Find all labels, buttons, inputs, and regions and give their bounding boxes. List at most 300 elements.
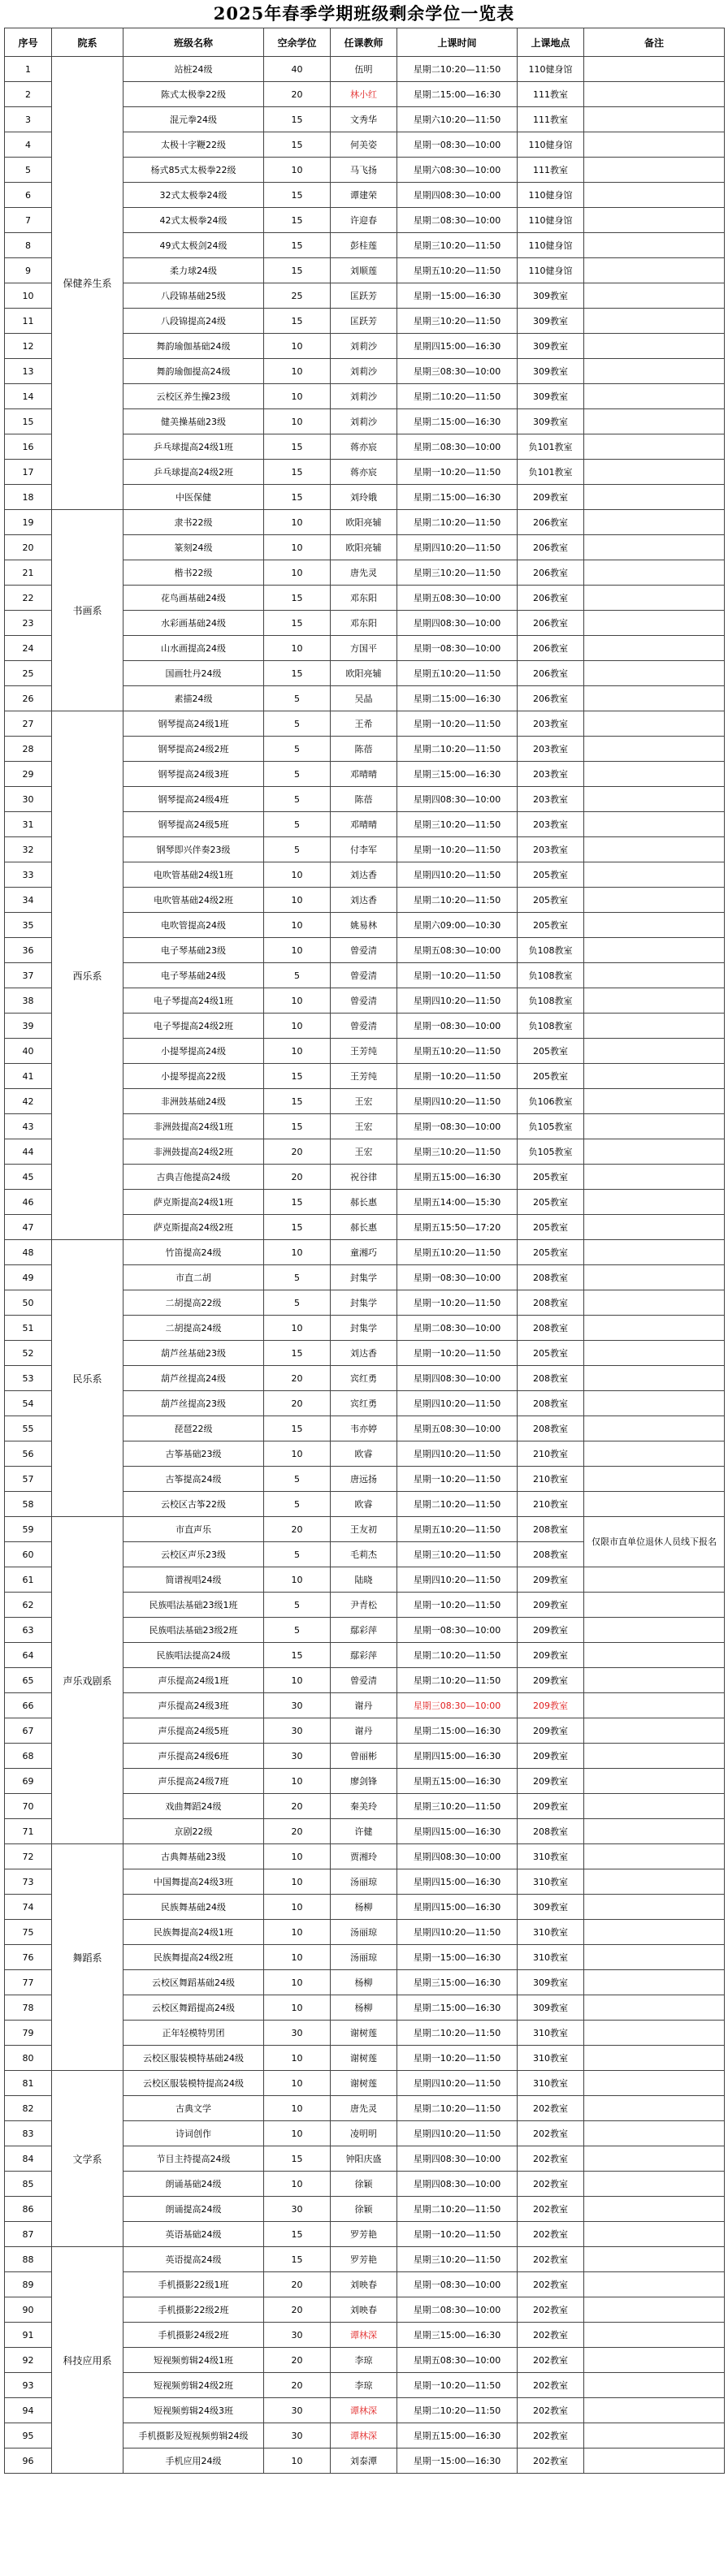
row-number: 80 [5,2046,52,2071]
note-cell [584,2071,725,2096]
note-cell [584,611,725,636]
department-cell: 声乐戏剧系 [52,1517,124,1844]
header-time: 上课时间 [397,28,518,57]
class-time: 星期五08:30—10:00 [397,1416,518,1441]
teacher: 彭桂莲 [331,233,397,258]
class-time: 星期一10:20—11:50 [397,1064,518,1089]
class-time: 星期一08:30—10:00 [397,636,518,661]
class-location: 203教室 [518,837,584,862]
class-name: 京剧22级 [124,1819,264,1844]
note-cell [584,1341,725,1366]
note-cell [584,2348,725,2373]
note-cell [584,57,725,82]
teacher: 刘莉沙 [331,334,397,359]
note-cell [584,913,725,938]
class-name: 混元拳24级 [124,107,264,132]
teacher: 邓晴晴 [331,762,397,787]
teacher: 欧阳亮辅 [331,535,397,560]
class-location: 202教室 [518,2197,584,2222]
class-location: 202教室 [518,2297,584,2323]
vacant-seats: 5 [264,1542,331,1567]
vacant-seats: 20 [264,2373,331,2398]
note-cell [584,560,725,586]
note-cell [584,434,725,460]
class-name: 萨克斯提高24级1班 [124,1190,264,1215]
class-name: 声乐提高24级3班 [124,1693,264,1718]
vacant-seats: 10 [264,2096,331,2121]
teacher: 谢树莲 [331,2071,397,2096]
class-time: 星期四08:30—10:00 [397,787,518,812]
class-time: 星期四15:00—16:30 [397,1869,518,1895]
class-location: 202教室 [518,2222,584,2247]
teacher: 邓东阳 [331,611,397,636]
class-location: 205教室 [518,1215,584,1240]
class-name: 短视频剪辑24级1班 [124,2348,264,2373]
row-number: 46 [5,1190,52,1215]
class-name: 杨式85式太极拳22级 [124,158,264,183]
row-number: 52 [5,1341,52,1366]
table-row [5,1240,725,1265]
vacant-seats: 10 [264,1014,331,1039]
class-location: 206教室 [518,510,584,535]
vacant-seats: 15 [264,611,331,636]
class-location: 310教室 [518,2021,584,2046]
row-number: 39 [5,1014,52,1039]
teacher: 汤丽琼 [331,1945,397,1970]
row-number: 95 [5,2423,52,2448]
class-time: 星期二10:20—11:50 [397,737,518,762]
teacher: 谭建荣 [331,183,397,208]
class-location: 负101教室 [518,434,584,460]
vacant-seats: 20 [264,1517,331,1542]
vacant-seats: 15 [264,586,331,611]
class-location: 202教室 [518,2423,584,2448]
note-cell [584,1441,725,1467]
vacancy-table [4,28,725,2474]
teacher: 封集学 [331,1265,397,1290]
teacher: 杨柳 [331,1995,397,2021]
teacher: 许迎春 [331,208,397,233]
class-time: 星期一15:00—16:30 [397,1945,518,1970]
vacant-seats: 10 [264,560,331,586]
class-time: 星期三15:00—16:30 [397,1970,518,1995]
vacant-seats: 20 [264,82,331,107]
class-time: 星期二10:20—11:50 [397,2197,518,2222]
row-number: 72 [5,1844,52,1869]
class-time: 星期四08:30—10:00 [397,1366,518,1391]
row-number: 56 [5,1441,52,1467]
row-number: 69 [5,1769,52,1794]
vacant-seats: 15 [264,2247,331,2272]
class-name: 国画牡丹24级 [124,661,264,686]
class-name: 古筝基础23级 [124,1441,264,1467]
department-cell: 书画系 [52,510,124,711]
class-location: 310教室 [518,2071,584,2096]
teacher: 蒋亦宸 [331,434,397,460]
row-number: 70 [5,1794,52,1819]
row-number: 79 [5,2021,52,2046]
note-cell [584,737,725,762]
note-cell [584,409,725,434]
class-name: 手机摄影及短视频剪辑24级 [124,2423,264,2448]
row-number: 40 [5,1039,52,1064]
class-name: 电吹管提高24级 [124,913,264,938]
note-cell [584,1139,725,1165]
class-name: 民族唱法提高24级 [124,1643,264,1668]
class-location: 208教室 [518,1265,584,1290]
class-location: 110健身馆 [518,57,584,82]
class-name: 朗诵提高24级 [124,2197,264,2222]
class-location: 210教室 [518,1441,584,1467]
class-location: 205教室 [518,1039,584,1064]
teacher: 尹青松 [331,1593,397,1618]
vacant-seats: 15 [264,1190,331,1215]
class-name: 电吹管基础24级2班 [124,888,264,913]
class-location: 210教室 [518,1467,584,1492]
row-number: 58 [5,1492,52,1517]
class-time: 星期一08:30—10:00 [397,1014,518,1039]
class-time: 星期二10:20—11:50 [397,510,518,535]
row-number: 45 [5,1165,52,1190]
vacant-seats: 10 [264,1769,331,1794]
row-number: 38 [5,988,52,1014]
note-cell [584,1467,725,1492]
class-location: 310教室 [518,1920,584,1945]
row-number: 18 [5,485,52,510]
class-time: 星期四10:20—11:50 [397,1920,518,1945]
class-location: 负105教室 [518,1114,584,1139]
row-number: 92 [5,2348,52,2373]
class-name: 民族舞提高24级2班 [124,1945,264,1970]
row-number: 17 [5,460,52,485]
row-number: 3 [5,107,52,132]
class-time: 星期三10:20—11:50 [397,309,518,334]
teacher: 曾爱清 [331,963,397,988]
class-time: 星期四10:20—11:50 [397,1391,518,1416]
row-number: 82 [5,2096,52,2121]
vacant-seats: 15 [264,183,331,208]
class-name: 市直声乐 [124,1517,264,1542]
note-cell [584,2323,725,2348]
note-cell [584,1643,725,1668]
vacant-seats: 5 [264,1467,331,1492]
class-name: 声乐提高24级6班 [124,1744,264,1769]
teacher: 郝长惠 [331,1190,397,1215]
note-cell [584,636,725,661]
vacant-seats: 10 [264,1441,331,1467]
row-number: 25 [5,661,52,686]
row-number: 15 [5,409,52,434]
department-cell: 西乐系 [52,711,124,1240]
class-location: 110健身馆 [518,233,584,258]
class-name: 舞韵瑜伽提高24级 [124,359,264,384]
class-name: 乒乓球提高24级1班 [124,434,264,460]
vacant-seats: 20 [264,1139,331,1165]
row-number: 27 [5,711,52,737]
note-cell [584,1039,725,1064]
row-number: 31 [5,812,52,837]
page-title: 2025年春季学期班级剩余学位一览表 [213,3,515,24]
class-name: 戏曲舞蹈24级 [124,1794,264,1819]
row-number: 61 [5,1567,52,1593]
vacant-seats: 10 [264,988,331,1014]
note-cell [584,1190,725,1215]
department-cell: 舞蹈系 [52,1844,124,2071]
row-number: 96 [5,2448,52,2474]
teacher: 刘达香 [331,888,397,913]
teacher: 封集学 [331,1316,397,1341]
class-name: 素描24级 [124,686,264,711]
header-class: 班级名称 [124,28,264,57]
note-cell [584,2172,725,2197]
class-location: 负108教室 [518,963,584,988]
class-name: 葫芦丝提高24级 [124,1366,264,1391]
vacant-seats: 15 [264,132,331,158]
note-cell [584,258,725,283]
row-number: 21 [5,560,52,586]
teacher: 谭林深 [331,2423,397,2448]
class-time: 星期一10:20—11:50 [397,2373,518,2398]
row-number: 53 [5,1366,52,1391]
class-location: 110健身馆 [518,258,584,283]
vacant-seats: 10 [264,409,331,434]
note-cell [584,1945,725,1970]
class-name: 正年轻模特男团 [124,2021,264,2046]
vacant-seats: 5 [264,1265,331,1290]
teacher: 吴晶 [331,686,397,711]
header-seq: 序号 [5,28,52,57]
row-number: 13 [5,359,52,384]
class-time: 星期二15:00—16:30 [397,82,518,107]
class-name: 手机摄影22级1班 [124,2272,264,2297]
class-time: 星期四10:20—11:50 [397,2121,518,2146]
teacher: 谢丹 [331,1693,397,1718]
class-location: 208教室 [518,1819,584,1844]
row-number: 28 [5,737,52,762]
row-number: 23 [5,611,52,636]
vacant-seats: 5 [264,837,331,862]
note-cell [584,107,725,132]
class-name: 32式太极拳24级 [124,183,264,208]
row-number: 67 [5,1718,52,1744]
teacher: 匡跃芳 [331,309,397,334]
header-note: 备注 [584,28,725,57]
note-cell [584,1240,725,1265]
header-teacher: 任课教师 [331,28,397,57]
note-cell [584,1769,725,1794]
row-number: 5 [5,158,52,183]
vacant-seats: 15 [264,485,331,510]
class-name: 云校区古筝22级 [124,1492,264,1517]
teacher: 谢树莲 [331,2046,397,2071]
teacher: 郝长惠 [331,1215,397,1240]
class-name: 健美操基础23级 [124,409,264,434]
class-name: 中医保健 [124,485,264,510]
row-number: 20 [5,535,52,560]
class-name: 民族舞基础24级 [124,1895,264,1920]
teacher: 宾红勇 [331,1366,397,1391]
vacant-seats: 10 [264,938,331,963]
vacant-seats: 10 [264,2448,331,2474]
class-time: 星期二15:00—16:30 [397,1718,518,1744]
class-location: 负108教室 [518,938,584,963]
class-time: 星期一10:20—11:50 [397,1593,518,1618]
vacant-seats: 10 [264,1869,331,1895]
class-name: 手机摄影22级2班 [124,2297,264,2323]
class-location: 202教室 [518,2096,584,2121]
class-location: 210教室 [518,1492,584,1517]
note-cell [584,1114,725,1139]
teacher: 徐颖 [331,2172,397,2197]
class-location: 205教室 [518,1341,584,1366]
teacher: 韦亦婷 [331,1416,397,1441]
note-cell [584,334,725,359]
vacant-seats: 20 [264,2272,331,2297]
note-cell [584,535,725,560]
class-name: 古筝提高24级 [124,1467,264,1492]
note-cell [584,1794,725,1819]
teacher: 马飞扬 [331,158,397,183]
class-name: 八段锦提高24级 [124,309,264,334]
vacant-seats: 5 [264,711,331,737]
vacant-seats: 10 [264,1240,331,1265]
row-number: 87 [5,2222,52,2247]
note-cell [584,485,725,510]
class-name: 短视频剪辑24级2班 [124,2373,264,2398]
vacant-seats: 20 [264,2297,331,2323]
class-name: 花鸟画基础24级 [124,586,264,611]
class-time: 星期五15:00—16:30 [397,2423,518,2448]
class-time: 星期一10:20—11:50 [397,1467,518,1492]
class-name: 钢琴提高24级4班 [124,787,264,812]
teacher: 许健 [331,1819,397,1844]
class-time: 星期五14:00—15:30 [397,1190,518,1215]
class-name: 钢琴即兴伴奏23级 [124,837,264,862]
teacher: 陈蓓 [331,787,397,812]
class-time: 星期四15:00—16:30 [397,334,518,359]
class-location: 206教室 [518,560,584,586]
vacant-seats: 15 [264,1114,331,1139]
vacant-seats: 20 [264,1794,331,1819]
row-number: 93 [5,2373,52,2398]
teacher: 谭林深 [331,2398,397,2423]
vacant-seats: 5 [264,812,331,837]
class-time: 星期五15:00—16:30 [397,1769,518,1794]
class-time: 星期二08:30—10:00 [397,1316,518,1341]
class-name: 太极十字鞭22级 [124,132,264,158]
note-cell [584,2398,725,2423]
note-cell [584,283,725,309]
row-number: 14 [5,384,52,409]
class-name: 钢琴提高24级3班 [124,762,264,787]
row-number: 88 [5,2247,52,2272]
teacher: 陆晓 [331,1567,397,1593]
row-number: 29 [5,762,52,787]
note-cell [584,208,725,233]
class-name: 电子琴基础23级 [124,938,264,963]
note-cell [584,2146,725,2172]
row-number: 8 [5,233,52,258]
note-cell [584,384,725,409]
class-time: 星期四15:00—16:30 [397,1744,518,1769]
class-time: 星期四10:20—11:50 [397,862,518,888]
note-cell [584,1844,725,1869]
class-time: 星期五10:20—11:50 [397,258,518,283]
teacher: 刘映春 [331,2297,397,2323]
vacant-seats: 10 [264,334,331,359]
teacher: 刘顺莲 [331,258,397,283]
class-name: 42式太极拳24级 [124,208,264,233]
note-cell [584,1366,725,1391]
row-number: 90 [5,2297,52,2323]
row-number: 35 [5,913,52,938]
class-location: 309教室 [518,384,584,409]
teacher: 唐先灵 [331,2096,397,2121]
teacher: 汤丽琼 [331,1920,397,1945]
class-name: 中国舞提高24级3班 [124,1869,264,1895]
row-number: 22 [5,586,52,611]
row-number: 86 [5,2197,52,2222]
note-cell [584,787,725,812]
teacher: 封集学 [331,1290,397,1316]
class-name: 云校区服装模特基础24级 [124,2046,264,2071]
class-name: 民族舞提高24级1班 [124,1920,264,1945]
class-time: 星期一10:20—11:50 [397,2046,518,2071]
class-time: 星期二15:00—16:30 [397,1995,518,2021]
class-location: 203教室 [518,711,584,737]
row-number: 74 [5,1895,52,1920]
class-time: 星期二10:20—11:50 [397,2398,518,2423]
class-location: 203教室 [518,737,584,762]
vacant-seats: 30 [264,1718,331,1744]
class-location: 111教室 [518,107,584,132]
class-location: 309教室 [518,1895,584,1920]
class-time: 星期三15:00—16:30 [397,2323,518,2348]
class-time: 星期一10:20—11:50 [397,837,518,862]
header-dept: 院系 [52,28,124,57]
class-location: 111教室 [518,82,584,107]
vacant-seats: 30 [264,2323,331,2348]
vacant-seats: 10 [264,862,331,888]
teacher: 宾红勇 [331,1391,397,1416]
vacant-seats: 40 [264,57,331,82]
class-location: 205教室 [518,913,584,938]
teacher: 贾湘玲 [331,1844,397,1869]
row-number: 36 [5,938,52,963]
note-cell [584,2121,725,2146]
class-name: 49式太极剑24级 [124,233,264,258]
table-row [5,1517,725,1542]
note-cell [584,1995,725,2021]
class-time: 星期四10:20—11:50 [397,1441,518,1467]
class-name: 手机摄影24级2班 [124,2323,264,2348]
note-cell [584,233,725,258]
class-location: 309教室 [518,309,584,334]
class-time: 星期一15:00—16:30 [397,2448,518,2474]
teacher: 王芳纯 [331,1064,397,1089]
class-location: 208教室 [518,1416,584,1441]
class-location: 202教室 [518,2323,584,2348]
class-name: 短视频剪辑24级3班 [124,2398,264,2423]
teacher: 鄢彩萍 [331,1618,397,1643]
class-time: 星期四08:30—10:00 [397,183,518,208]
class-location: 203教室 [518,762,584,787]
note-cell [584,837,725,862]
class-location: 206教室 [518,636,584,661]
row-number: 16 [5,434,52,460]
note-cell [584,1895,725,1920]
teacher: 凌明明 [331,2121,397,2146]
